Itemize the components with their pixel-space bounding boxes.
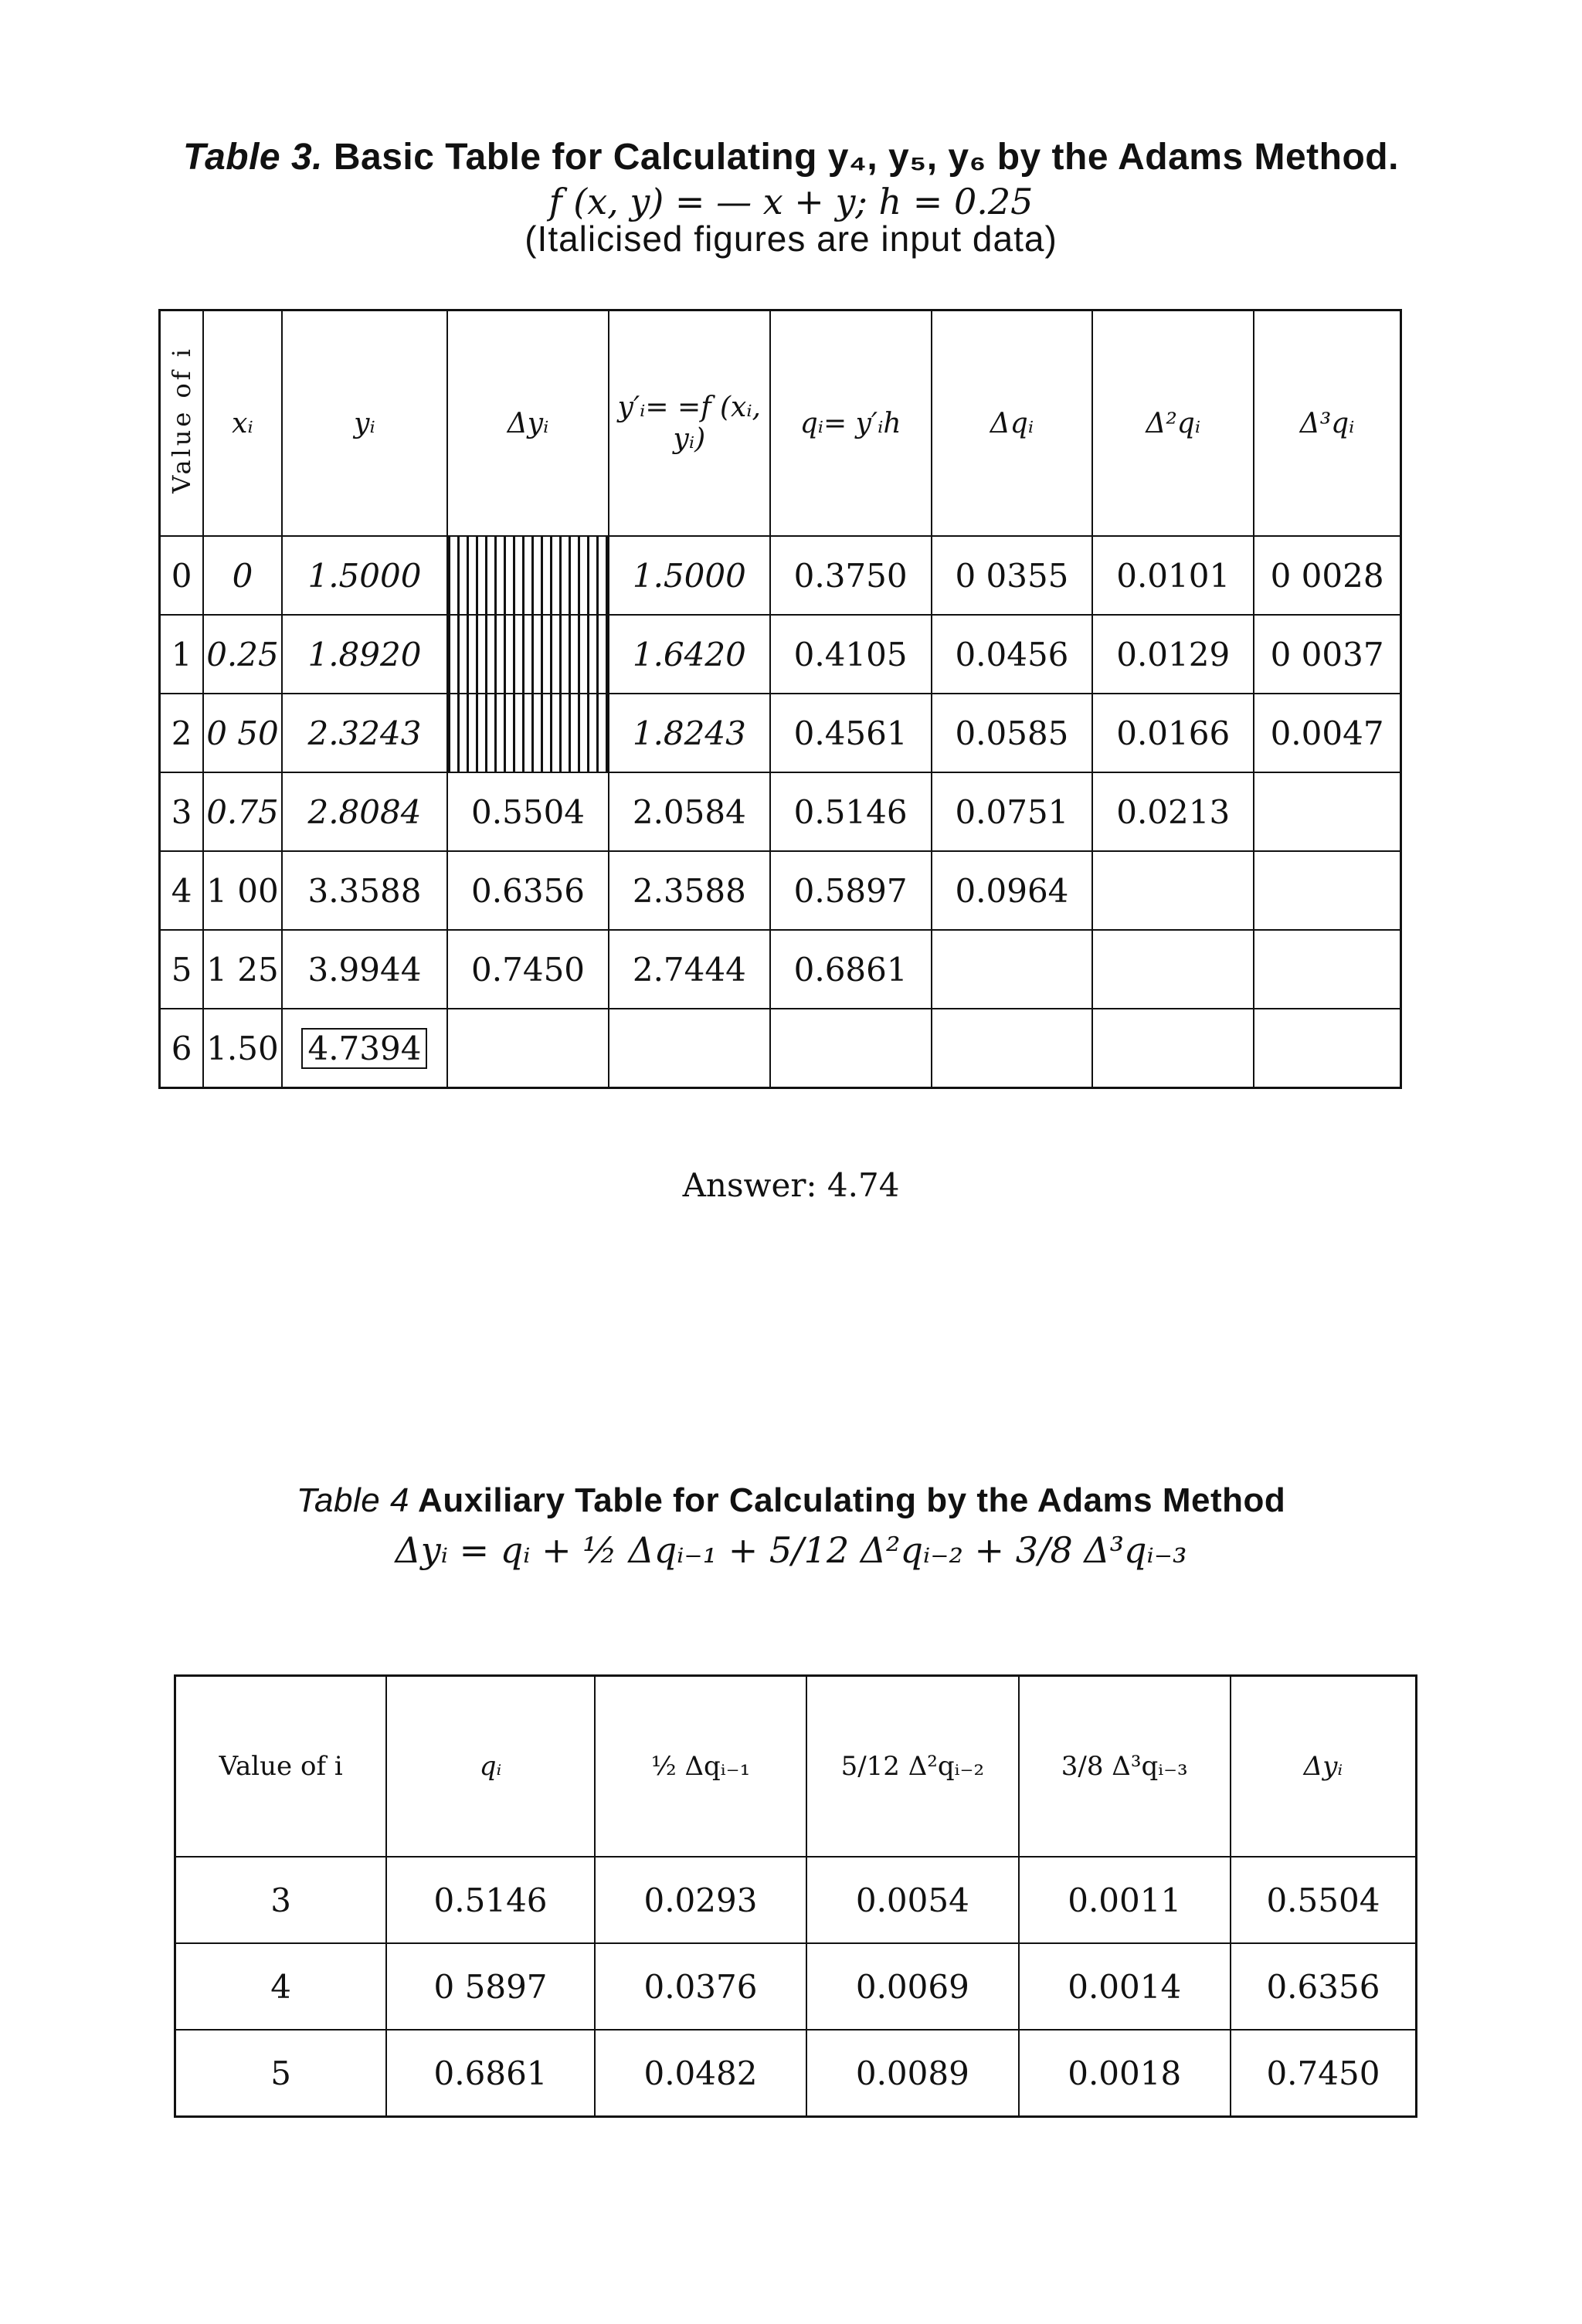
table3-header-x: xᵢ	[203, 310, 282, 537]
hatched-cell	[447, 694, 609, 772]
table-row: 6 1.50 4.7394	[160, 1009, 1401, 1088]
table3-formula: f (x, y) = — x + y; h = 0.25	[548, 181, 1034, 222]
table-row: 3 0.75 2.8084 0.5504 2.0584 0.5146 0.0751 0.0213	[160, 772, 1401, 851]
table4-header-i: Value of i	[175, 1676, 387, 1858]
result-value: 4.7394	[301, 1028, 427, 1069]
table4-header-q: qᵢ	[386, 1676, 594, 1858]
table-row: 2 0 50 2.3243 1.8243 0.4561 0.0585 0.0166 0.0047	[160, 694, 1401, 772]
table3-header-i: Value of i	[160, 310, 204, 537]
table-row: 4 0 5897 0.0376 0.0069 0.0014 0.6356	[175, 1943, 1417, 2030]
table-row: 1 0.25 1.8920 1.6420 0.4105 0.0456 0.0129 0 0037	[160, 615, 1401, 694]
table4-header-dy: Δyᵢ	[1231, 1676, 1417, 1858]
table4-header-d3q: 3/8 Δ³qᵢ₋₃	[1019, 1676, 1231, 1858]
table-row: 5 1 25 3.9944 0.7450 2.7444 0.6861	[160, 930, 1401, 1009]
table3-header-d3q: Δ³qᵢ	[1254, 310, 1400, 537]
table-row: 5 0.6861 0.0482 0.0089 0.0018 0.7450	[175, 2030, 1417, 2117]
table4-header-d2q: 5/12 Δ²qᵢ₋₂	[806, 1676, 1018, 1858]
table4-header-row	[175, 1676, 1417, 1858]
table3-header-dq: Δqᵢ	[932, 310, 1093, 537]
table-row: 0 0 1.5000 1.5000 0.3750 0 0355 0.0101 0 0028	[160, 536, 1401, 615]
table-row: 4 1 00 3.3588 0.6356 2.3588 0.5897 0.0964	[160, 851, 1401, 930]
table3-note: (Italicised figures are input data)	[525, 219, 1057, 259]
answer-text: Answer: 4.74	[682, 1166, 900, 1204]
table3	[158, 309, 1402, 1089]
table4-header-half-dq: ½ Δqᵢ₋₁	[595, 1676, 806, 1858]
table3-header-y: yᵢ	[282, 310, 447, 537]
table3-header-q: qᵢ= y′ᵢh	[770, 310, 932, 537]
table3-header-row	[160, 310, 1401, 537]
table4-caption	[0, 1481, 1582, 1520]
table-row: 3 0.5146 0.0293 0.0054 0.0011 0.5504	[175, 1857, 1417, 1943]
table4-label: Table 4	[296, 1481, 409, 1519]
table3-header-fxy: y′ᵢ= =f (xᵢ, yᵢ)	[609, 310, 770, 537]
table3-header-d2q: Δ²qᵢ	[1092, 310, 1254, 537]
table3-header-dy: Δyᵢ	[447, 310, 609, 537]
table3-title: Basic Table for Calculating y₄, y₅, y₆ by the Adams Method.	[333, 137, 1399, 178]
table4-formula: Δyᵢ = qᵢ + ½ Δqᵢ₋₁ + 5/12 Δ²qᵢ₋₂ + 3/8 Δ³qᵢ₋₃	[395, 1529, 1187, 1571]
table4-title: Auxiliary Table for Calculating by the Adams Method	[418, 1481, 1286, 1519]
table4	[174, 1674, 1417, 2118]
table3-label: Table 3.	[183, 137, 323, 178]
hatched-cell	[447, 615, 609, 694]
table3-caption	[0, 136, 1582, 178]
hatched-cell	[447, 536, 609, 615]
